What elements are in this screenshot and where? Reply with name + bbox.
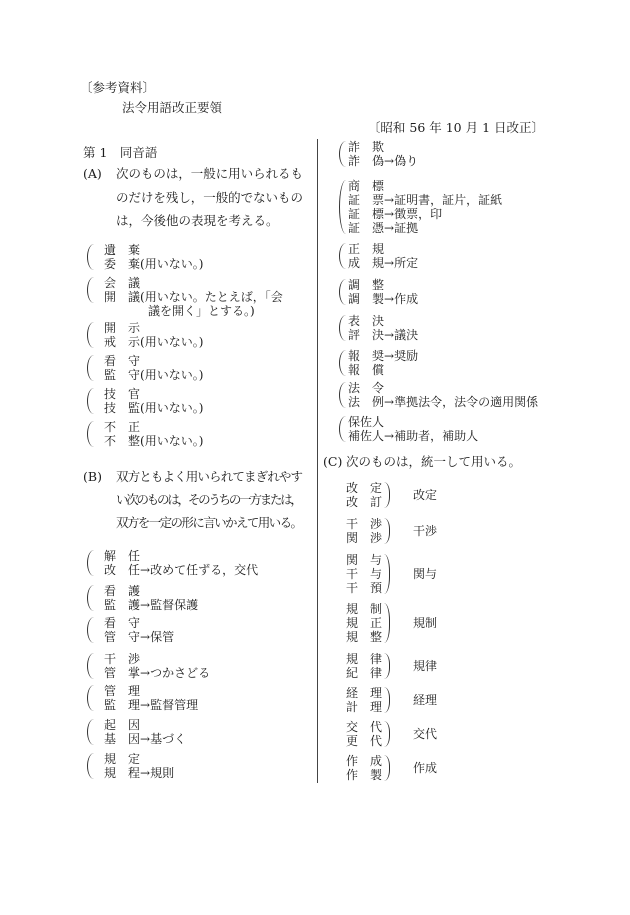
term-row [348,415,478,429]
term-row [104,584,198,598]
left-bracket [339,141,346,167]
term-group [339,314,418,342]
variant-term: 経 理 [346,686,383,700]
term: 証 標 [348,207,385,221]
term-row [348,328,418,342]
variant-term: 規 制 [346,602,383,616]
left-bracket [87,685,94,711]
left-bracket [87,244,94,270]
variant-term: 更 代 [346,734,383,748]
left-bracket [87,388,94,414]
term-note: (用いない。) [140,257,204,271]
term: 戒 示 [104,335,141,349]
right-bracket [384,755,390,781]
unified-term: 規制 [413,616,438,630]
left-bracket [339,416,346,442]
term-group [339,242,418,270]
term: 表 決 [348,314,385,328]
left-bracket [87,753,94,779]
term-note: →基づく [140,732,187,746]
term-group [339,179,502,235]
variant-term: 規 正 [346,616,383,630]
unified-term-group [346,686,438,714]
term-note: →つかさどる [140,666,211,680]
term: 証 憑 [348,221,385,235]
right-bracket [384,653,390,679]
unified-term-group [346,517,438,545]
left-bracket [339,315,346,341]
unified-term-group [346,754,438,782]
item-a-text-line: 次のものは，一般に用いられるも [116,166,303,181]
term-row [104,598,198,612]
term-note: (用いない。) [140,401,204,415]
term: 技 官 [104,387,141,401]
term: 成 規 [348,256,385,270]
unified-term-group [346,652,438,680]
term: 管 理 [104,684,141,698]
term-note: 議を開く」とする。) [148,304,255,318]
term: 詐 偽 [348,154,385,168]
term-row [348,363,418,377]
term: 干 渉 [104,652,141,666]
term-group [87,684,198,712]
term-note: →作成 [384,292,419,306]
term-note: →準拠法令，法令の適用関係 [384,395,539,409]
term-note: →証拠 [384,221,419,235]
term: 調 整 [348,278,385,292]
term-group [87,652,210,680]
term-row [348,193,502,207]
term-note: →偽り [384,154,419,168]
term-row [104,276,283,290]
right-bracket [384,687,390,713]
term: 基 因 [104,732,141,746]
column-divider [317,139,318,783]
term-row [348,221,502,235]
term-row [104,732,186,746]
term-row [104,257,203,271]
document-title: 法令用語改正要領 [122,100,223,115]
variant-term: 干 与 [346,567,383,581]
term-note: →監督管理 [140,698,199,712]
unified-term: 関与 [413,567,438,581]
term-row [104,563,258,577]
term-group [339,415,478,443]
term: 起 因 [104,718,141,732]
term: 規 定 [104,752,141,766]
term: 解 任 [104,549,141,563]
variant-term: 関 与 [346,553,383,567]
term-group [87,420,203,448]
term-row [348,278,418,292]
variant-term: 作 製 [346,768,383,782]
term: 監 護 [104,598,141,612]
term-group [87,718,186,746]
term: 委 棄 [104,257,141,271]
term-group [87,354,203,382]
term-row [104,766,174,780]
term-row [348,179,502,193]
term-group [87,321,203,349]
term: 商 標 [348,179,385,193]
left-bracket [87,277,94,303]
term-note: (用いない。) [140,368,204,382]
variant-term: 関 渉 [346,531,383,545]
term-note: →所定 [384,256,419,270]
item-a-text-line: のだけを残し，一般的でないもの [116,190,303,205]
variant-term: 改 定 [346,481,383,495]
term-row [104,434,203,448]
term: 技 監 [104,401,141,415]
item-a-marker: (A) [83,166,102,181]
term-note: (用いない。) [140,335,204,349]
right-bracket [384,518,390,544]
term-row [104,616,174,630]
left-bracket [339,382,346,408]
term-group [339,278,418,306]
term: 不 整 [104,434,141,448]
item-b-marker: (B) [83,469,102,484]
term-note: (用いない。) [140,434,204,448]
unified-term-group [346,720,438,748]
unified-term: 改定 [413,488,438,502]
term-note: →証明書，証片，証紙 [384,193,503,207]
term-group [87,616,174,644]
left-bracket [339,279,346,305]
unified-term-group [346,553,438,595]
right-bracket [384,554,390,594]
term: 補佐人 [348,429,385,443]
term-row [348,242,418,256]
variant-term: 干 渉 [346,517,383,531]
variant-term: 交 代 [346,720,383,734]
term: 管 掌 [104,666,141,680]
left-bracket [87,550,94,576]
term-row [348,395,538,409]
right-bracket [384,603,390,643]
term-row [104,630,174,644]
term-row [104,698,198,712]
unified-term: 規律 [413,659,438,673]
left-bracket [87,421,94,447]
term: 法 例 [348,395,385,409]
unified-term: 交代 [413,727,438,741]
left-bracket [87,617,94,643]
term-row [348,140,418,154]
unified-term: 経理 [413,693,438,707]
term: 不 正 [104,420,141,434]
term: 報 償 [348,363,385,377]
right-bracket [384,721,390,747]
term-row [348,314,418,328]
term: 看 護 [104,584,141,598]
term-note: →監督保護 [140,598,199,612]
revision-date: 〔昭和 56 年 10 月 1 日改正〕 [367,120,544,135]
left-bracket [87,585,94,611]
term-row [348,207,502,221]
term: 正 規 [348,242,385,256]
term-row [104,354,203,368]
term: 法 令 [348,381,385,395]
variant-term: 規 律 [346,652,383,666]
item-b-text-line: い次のものは，そのうちの一方または， [116,492,301,507]
left-bracket [87,355,94,381]
item-a-text-line: は，今後他の表現を考える。 [116,213,279,228]
term: 改 任 [104,563,141,577]
term-group [87,752,174,780]
term: 看 守 [104,616,141,630]
reference-label: 〔参考資料〕 [80,80,156,95]
unified-term: 作成 [413,761,438,775]
term: 看 守 [104,354,141,368]
term-note: →改めて任ずる，交代 [140,563,259,577]
term-row [348,381,538,395]
term: 証 票 [348,193,385,207]
right-bracket [384,482,390,508]
term-row [104,718,186,732]
variant-term: 干 預 [346,581,383,595]
term-row [104,666,210,680]
term: 管 守 [104,630,141,644]
term: 遺 棄 [104,243,141,257]
term-row [104,321,203,335]
term-note: →保管 [140,630,175,644]
term-row [104,290,283,304]
term-row [348,292,418,306]
term-row [104,549,258,563]
term-group [87,276,283,318]
section-heading: 第 1 同音語 [83,145,158,160]
left-bracket [87,653,94,679]
term-row [348,349,418,363]
term-group [87,243,203,271]
variant-term: 紀 律 [346,666,383,680]
item-b-text-line: 双方を一定の形に言いかえて用いる。 [116,515,302,530]
variant-term: 作 成 [346,754,383,768]
term-row [348,429,478,443]
term-row [104,368,203,382]
term-row [104,243,203,257]
unified-term-group [346,481,438,509]
term-row [104,420,203,434]
term-row [104,335,203,349]
term-note: (用いない。たとえば，「会 [140,290,283,304]
variant-term: 改 訂 [346,495,383,509]
term: 会 議 [104,276,141,290]
term-group [339,140,418,168]
term-group [339,381,538,409]
term-note: →奨励 [384,349,419,363]
term-row [104,652,210,666]
term: 監 理 [104,698,141,712]
term-group [339,349,418,377]
left-bracket [87,322,94,348]
term: 調 製 [348,292,385,306]
term-row [348,154,418,168]
term-note: →規則 [140,766,175,780]
term: 報 奨 [348,349,385,363]
term: 評 決 [348,328,385,342]
left-bracket [87,719,94,745]
term-group [87,387,203,415]
term-group [87,584,198,612]
term-note: →徴票，印 [384,207,443,221]
term: 開 示 [104,321,141,335]
term: 開 議 [104,290,141,304]
term-row [104,387,203,401]
term: 規 程 [104,766,141,780]
item-c-marker: (C) [323,454,343,469]
term-row [104,304,283,318]
left-bracket [339,243,346,269]
item-b-text-line: 双方ともよく用いられてまぎれやす [116,469,303,484]
unified-term-group [346,602,438,644]
variant-term: 規 整 [346,630,383,644]
variant-term: 計 理 [346,700,383,714]
term-note: →補助者，補助人 [384,429,479,443]
item-c-text: 次のものは，統一して用いる。 [346,454,522,469]
unified-term: 干渉 [413,524,438,538]
term-row [104,752,174,766]
term-row [104,401,203,415]
left-bracket [339,180,346,234]
term-row [104,684,198,698]
term: 保佐人 [348,415,385,429]
term-row [348,256,418,270]
term: 監 守 [104,368,141,382]
left-bracket [339,350,346,376]
term-group [87,549,258,577]
term-note: →議決 [384,328,419,342]
term: 詐 欺 [348,140,385,154]
